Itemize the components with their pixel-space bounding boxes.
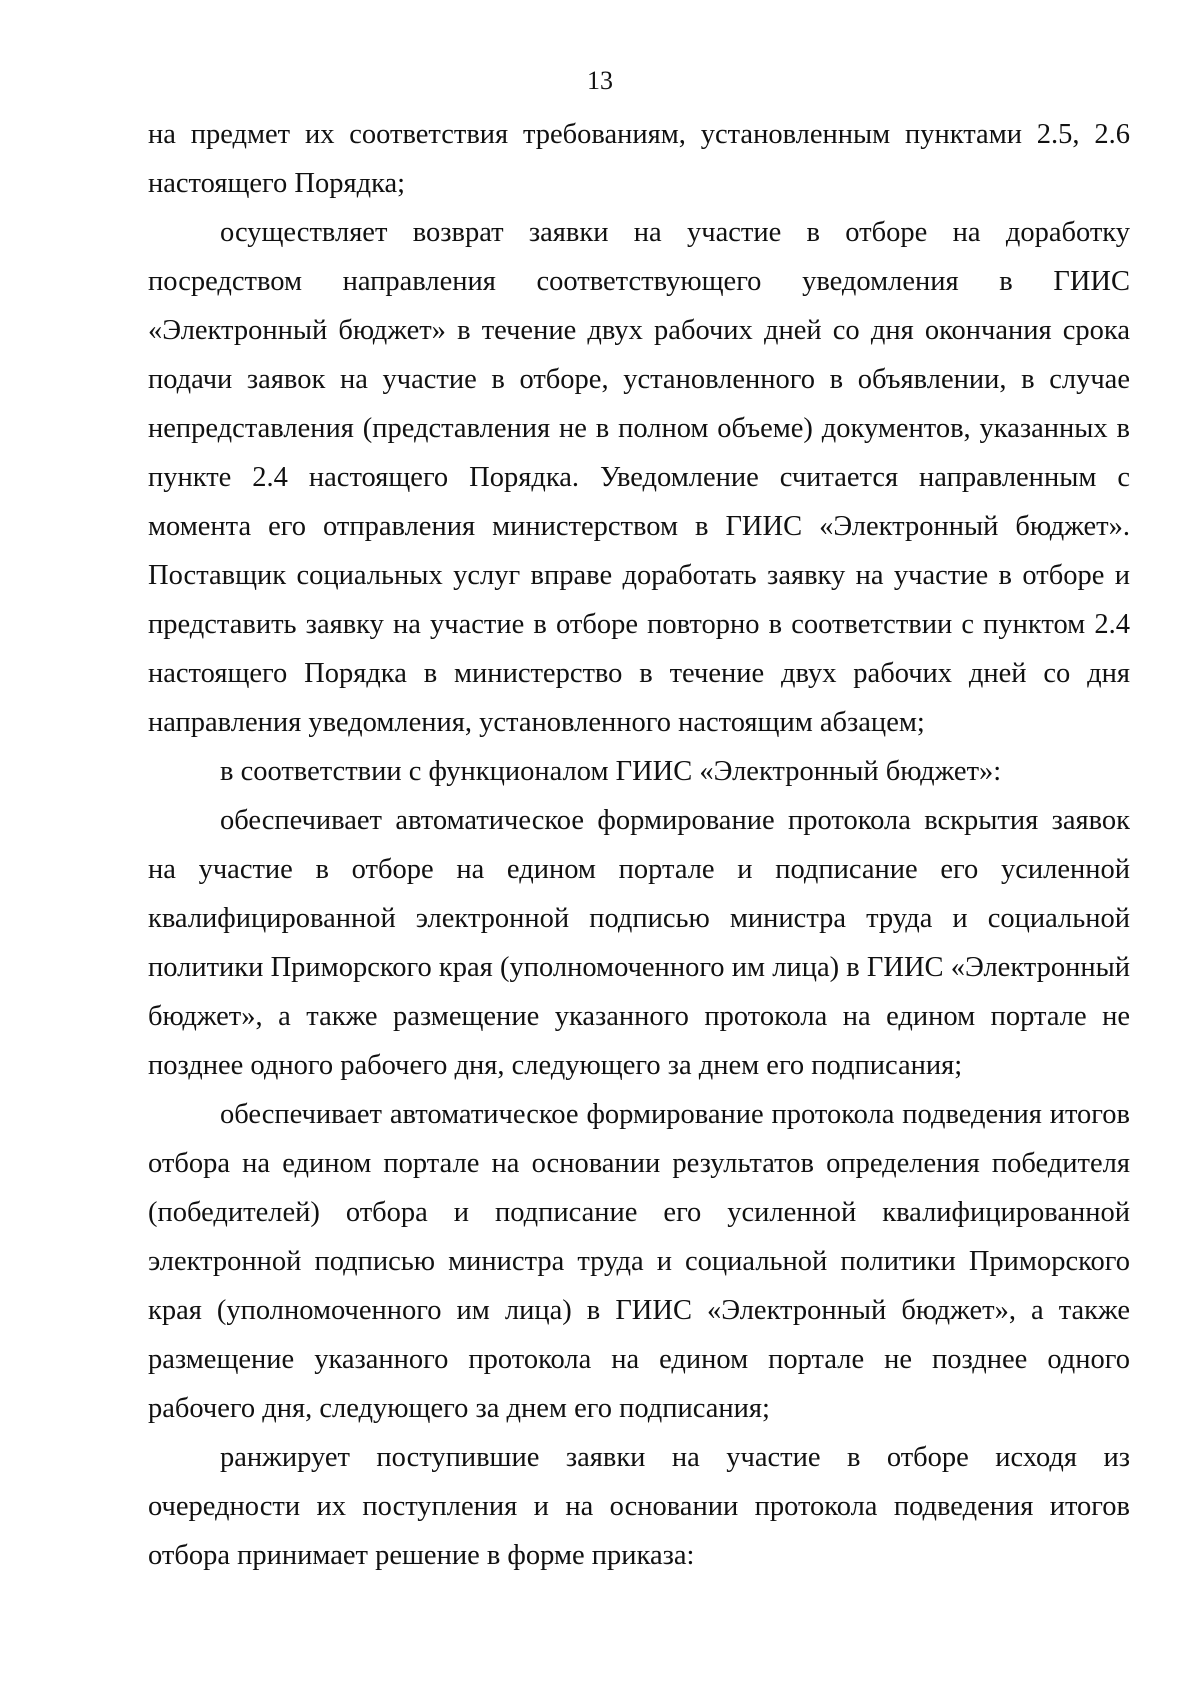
paragraph-2: осуществляет возврат заявки на участие в отборе на доработку посредством направления соответствующего уведомления в ГИИС «Электронный бюджет» в течение двух рабочих дней со дня окончания срока подачи заявок на участие в отборе, установленного в объявлении, в случае непредставления (представления не в полном объеме) документов, указанных в пункте 2.4 настоящего Порядка. Уведомление считается направленным с момента его отправления министерством в ГИИС «Электронный бюджет». Поставщик социальных услуг вправе доработать заявку на участие в отборе и представить заявку на участие в отборе повторно в соответствии с пунктом 2.4 настоящего Порядка в министерство в течение двух рабочих дней со дня направления уведомления, установленного настоящим абзацем;: [148, 217, 1130, 738]
paragraph-1: на предмет их соответствия требованиям, установленным пунктами 2.5, 2.6 настоящего Порядка;: [148, 119, 1130, 199]
page-number: 13: [587, 66, 613, 95]
body-text: [148, 110, 1130, 1580]
paragraph-4: обеспечивает автоматическое формирование протокола вскрытия заявок на участие в отборе на едином портале и подписание его усиленной квалифицированной электронной подписью министра труда и социальной политики Приморского края (уполномоченного им лица) в ГИИС «Электронный бюджет», а также размещение указанного протокола на едином портале не позднее одного рабочего дня, следующего за днем его подписания;: [148, 805, 1130, 1081]
paragraph-6: ранжирует поступившие заявки на участие в отборе исходя из очередности их поступления и на основании протокола подведения итогов отбора принимает решение в форме приказа:: [148, 1442, 1130, 1571]
paragraph-5: обеспечивает автоматическое формирование протокола подведения итогов отбора на едином портале на основании результатов определения победителя (победителей) отбора и подписание его усиленной квалифицированной электронной подписью министра труда и социальной политики Приморского края (уполномоченного им лица) в ГИИС «Электронный бюджет», а также размещение указанного протокола на едином портале не позднее одного рабочего дня, следующего за днем его подписания;: [148, 1099, 1130, 1424]
paragraph-3: в соответствии с функционалом ГИИС «Электронный бюджет»:: [220, 756, 1002, 787]
